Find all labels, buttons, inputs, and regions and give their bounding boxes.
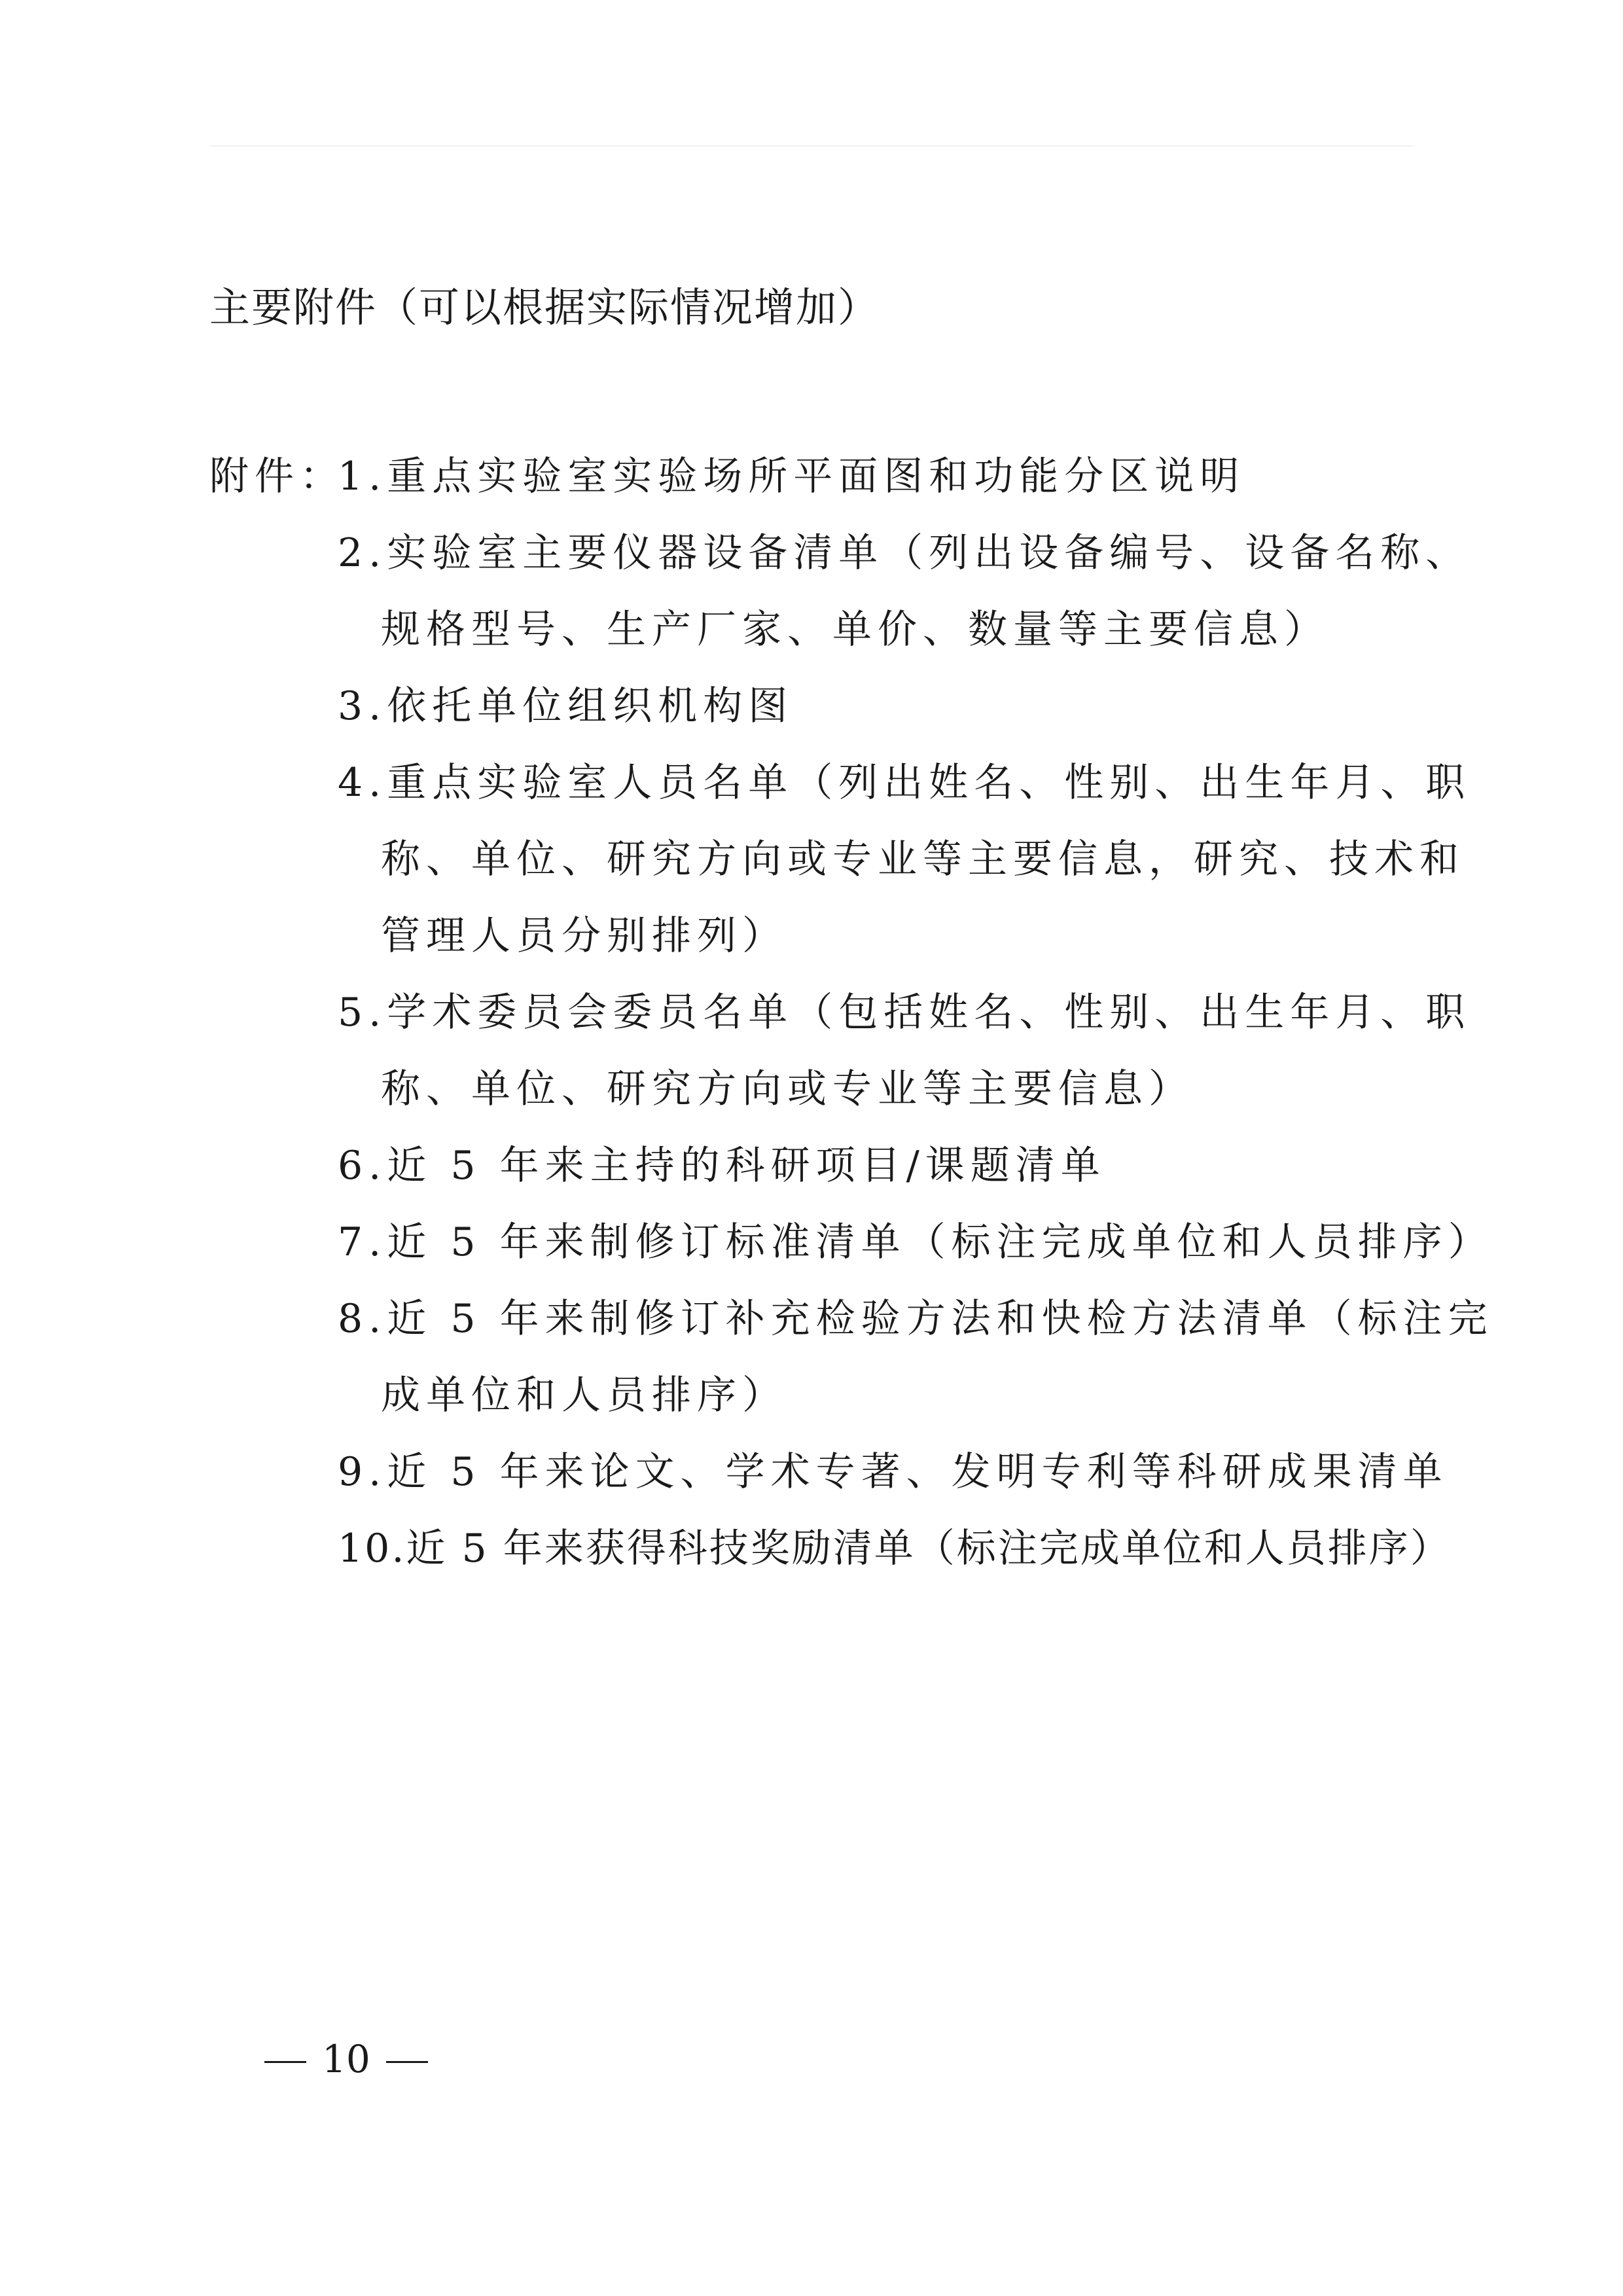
attachment-item-4-line-2: 称、单位、研究方向或专业等主要信息，研究、技术和: [381, 836, 1465, 882]
footer-dash-right: [386, 2061, 428, 2063]
attachment-item-8-line-1: 8.近 5 年来制修订补充检验方法和快检方法清单（标注完: [338, 1296, 1493, 1342]
attachment-item-2-line-2: 规格型号、生产厂家、单价、数量等主要信息）: [381, 607, 1329, 653]
top-divider: [209, 145, 1414, 147]
attachment-item-3-line-1: 3.依托单位组织机构图: [338, 683, 794, 729]
attachment-item-7-line-1: 7.近 5 年来制修订标准清单（标注完成单位和人员排序）: [338, 1219, 1493, 1265]
attachment-item-5-line-2: 称、单位、研究方向或专业等主要信息）: [381, 1066, 1194, 1112]
page-footer: [249, 2033, 444, 2085]
attachment-item-6-line-1: 6.近 5 年来主持的科研项目/课题清单: [338, 1143, 1106, 1189]
attachment-item-4-line-1: 4.重点实验室人员名单（列出姓名、性别、出生年月、职: [338, 760, 1471, 806]
page-number: 10: [322, 2037, 370, 2081]
footer-dash-left: [264, 2061, 306, 2063]
attachment-item-8-line-2: 成单位和人员排序）: [381, 1372, 787, 1418]
attachment-item-2-line-1: 2.实验室主要仪器设备清单（列出设备编号、设备名称、: [338, 530, 1471, 576]
attachment-item-10-line-1: 10.近 5 年来获得科技奖励清单（标注完成单位和人员排序）: [338, 1526, 1452, 1571]
attachment-item-4-line-3: 管理人员分别排列）: [381, 913, 787, 959]
attachments-label: 附件：: [209, 454, 345, 499]
attachment-item-1-line-1: 1.重点实验室实验场所平面图和功能分区说明: [338, 454, 1245, 499]
attachment-item-9-line-1: 9.近 5 年来论文、学术专著、发明专利等科研成果清单: [338, 1449, 1448, 1495]
section-heading: 主要附件（可以根据实际情况增加）: [209, 283, 880, 331]
attachment-item-5-line-1: 5.学术委员会委员名单（包括姓名、性别、出生年月、职: [338, 990, 1471, 1035]
